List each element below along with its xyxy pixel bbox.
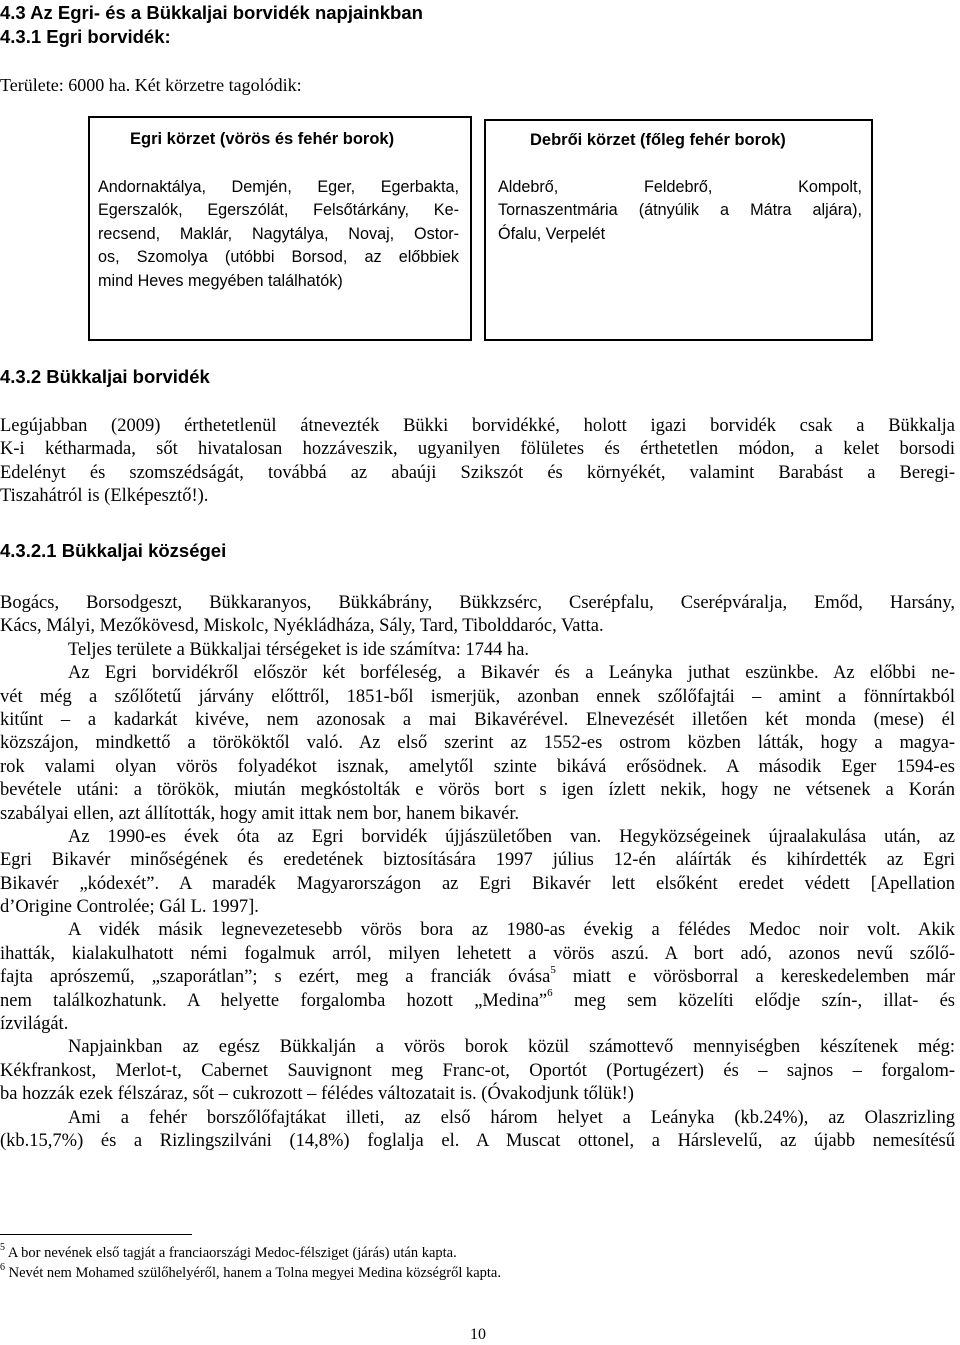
text-line: Teljes területe a Bükkaljai térségeket is ide számítva: 1744 ha. [68, 639, 530, 660]
text-line: Tiszahátról is (Elképesztő!). [0, 486, 209, 507]
text-line: (kb.15,7%) és a Rizlingszilváni (14,8%) foglalja el. A Muscat ottonel, a Hárslevelű, az újabb nemesítésű [0, 1130, 955, 1151]
footnote-6 [0, 1263, 501, 1283]
text-line: kitűnt – a kadarkát kivéve, nem azonosak a mai Bikavérével. Elnevezését illetően két monda (mese) él [0, 709, 955, 730]
text-line: Kékfrankost, Merlot-t, Cabernet Sauvignont meg Franc-ot, Oportót (Portugézert) és – sajnos – forgalom- [0, 1060, 955, 1081]
debroi-line: Tornaszentmária (átnyúlik a Mátra aljára), [498, 201, 862, 220]
egri-line: recsend, Maklár, Nagytálya, Novaj, Ostor- [98, 224, 459, 243]
text-line: Bikavér „kódexét”. A maradék Magyarországon az Egri Bikavér lett elsőként eredet védett [Apellation [0, 873, 955, 894]
heading-4-3-1: 4.3.1 Egri borvidék: [0, 26, 171, 47]
egri-korzet-title: Egri körzet (vörös és fehér borok) [130, 130, 395, 148]
text-line: Az Egri borvidékről először két borféleség, a Bikavér és a Leányka juthat eszünkbe. Az előbbi ne- [68, 663, 955, 684]
text-line [0, 987, 955, 1013]
text-line: Legújabban (2009) érthetetlenül átnevezték Bükki borvidékké, holott igazi borvidék csak a Bükkalja [0, 416, 955, 436]
footnote-text: A bor nevének első tagját a franciaországi Medoc-félsziget (járás) után kapta. [5, 1245, 457, 1261]
text-line: K-i kétharmada, sőt hivatalosan hozzáveszik, ugyanilyen fölületes és érthetetlen módon, a kelet borsodi [0, 439, 955, 460]
text-line: közszájon, mindkettő a törököktől való. Az első szerint az 1552-es ostrom közben látták, hogy a magya- [0, 733, 955, 754]
footnote-5 [0, 1243, 457, 1263]
footnote-ref-5[interactable]: 5 [550, 964, 556, 977]
footnote-number: 5 [0, 1242, 5, 1254]
text-line: ízvilágát. [0, 1014, 69, 1035]
page-number: 10 [470, 1326, 486, 1343]
text-run: miatt e vörösborral a kereskedelemben már [555, 967, 955, 988]
text-line: A vidék másik legnevezetesebb vörös bora az 1980-as évekig a félédes Medoc noir volt. Akik [68, 920, 955, 941]
debroi-korzet-list [498, 176, 862, 246]
heading-4-3-2-1: 4.3.2.1 Bükkaljai községei [0, 540, 227, 561]
section-4-3-2-1-text [0, 592, 955, 1153]
debroi-line: Aldebrő, Feldebrő, Kompolt, [498, 178, 862, 196]
footnote-rule [0, 1234, 192, 1235]
terulet-text: Területe: 6000 ha. Két körzetre tagolódik: [0, 75, 302, 95]
text-line: ihatták, kialakulhatott némi fogalmuk arról, milyen lehetett a vörös aszú. A bort adó, azonos nevű szőlő- [0, 943, 955, 964]
debroi-korzet-title: Debrői körzet (főleg fehér borok) [530, 131, 786, 149]
text-line: szabályai ellen, azt állították, hogy amit ittak nem bor, hanem bikavér. [0, 803, 520, 824]
text-line: Az 1990-es évek óta az Egri borvidék újjászületőben van. Hegyközségeinek újraalakulása után, az [68, 826, 955, 847]
text-line: ba hozzák ezek félszáraz, sőt – cukrozott – félédes változatait is. (Óvakodjunk tőlük!) [0, 1084, 634, 1105]
text-line [0, 966, 955, 989]
text-line: rok valami olyan vörös folyadékot isznak, amelytől szinte bikává erősödnek. A második Eger 1594-es [0, 756, 955, 777]
section-4-3-2-text [0, 415, 955, 509]
debroi-korzet-box [484, 119, 873, 341]
egri-korzet-box [88, 116, 472, 341]
text-line: Ami a fehér borszőlőfajtákat illeti, az első három helyet a Leányka (kb.24%), az Olaszrizling [68, 1107, 955, 1128]
egri-line: Andornaktálya, Demjén, Eger, Egerbakta, [98, 178, 459, 196]
egri-korzet-list [98, 176, 459, 293]
footnote-number: 6 [0, 1262, 5, 1274]
egri-line: Egerszalók, Egerszólát, Felsőtárkány, Ke- [98, 201, 459, 220]
text-line: Bogács, Borsodgeszt, Bükkaranyos, Bükkábrány, Bükkzsérc, Cserépfalu, Cserépváralja, Emőd, Harsány, [0, 593, 955, 613]
text-line: d’Origine Controlée; Gál L. 1997]. [0, 897, 259, 918]
text-run: nem találkozhatunk. A helyette forgalomba hozott „Medina” [0, 990, 548, 1011]
egri-line: mind Heves megyében találhatók) [98, 271, 343, 290]
text-run: meg sem közelíti elődje szín-, illat- és [552, 990, 955, 1011]
text-line: vét még a szőlőtetű járvány előttről, 1851-ből ismerjük, azonban ennek szőlőfajtái – amint a fönnírtakból [0, 686, 955, 707]
footnote-text: Nevét nem Mohamed szülőhelyéről, hanem a Tolna megyei Medina községről kapta. [5, 1265, 501, 1281]
text-line: bevétele utáni: a törökök, miután megkóstolták e vörös bort s igen ízlett nekik, hogy ne vétsenek a Korán [0, 780, 955, 801]
text-run: fajta aprószemű, „szaporátlan”; s ezért, meg a franciák óvása [0, 967, 551, 988]
text-line: Egri Bikavér minőségének és eredetének biztosítására 1997 július 12-én aláírták és kihírdették az Egri [0, 850, 955, 871]
footnote-ref-6[interactable]: 6 [547, 987, 553, 1000]
text-line: Kács, Mályi, Mezőkövesd, Miskolc, Nyékládháza, Sály, Tard, Tibolddaróc, Vatta. [0, 616, 604, 637]
heading-4-3: 4.3 Az Egri- és a Bükkaljai borvidék napjainkban [0, 2, 423, 23]
text-line: Napjainkban az egész Bükkalján a vörös borok közül számottevő mennyiségben készítenek még: [68, 1037, 955, 1058]
debroi-line: Ófalu, Verpelét [498, 224, 606, 243]
text-line: Edelényt és szomszédságát, továbbá az abaúji Szikszót és környékét, valamint Barabást a Beregi- [0, 462, 955, 483]
heading-4-3-2: 4.3.2 Bükkaljai borvidék [0, 366, 210, 387]
egri-line: os, Szomolya (utóbbi Borsod, az előbbiek [98, 248, 459, 267]
